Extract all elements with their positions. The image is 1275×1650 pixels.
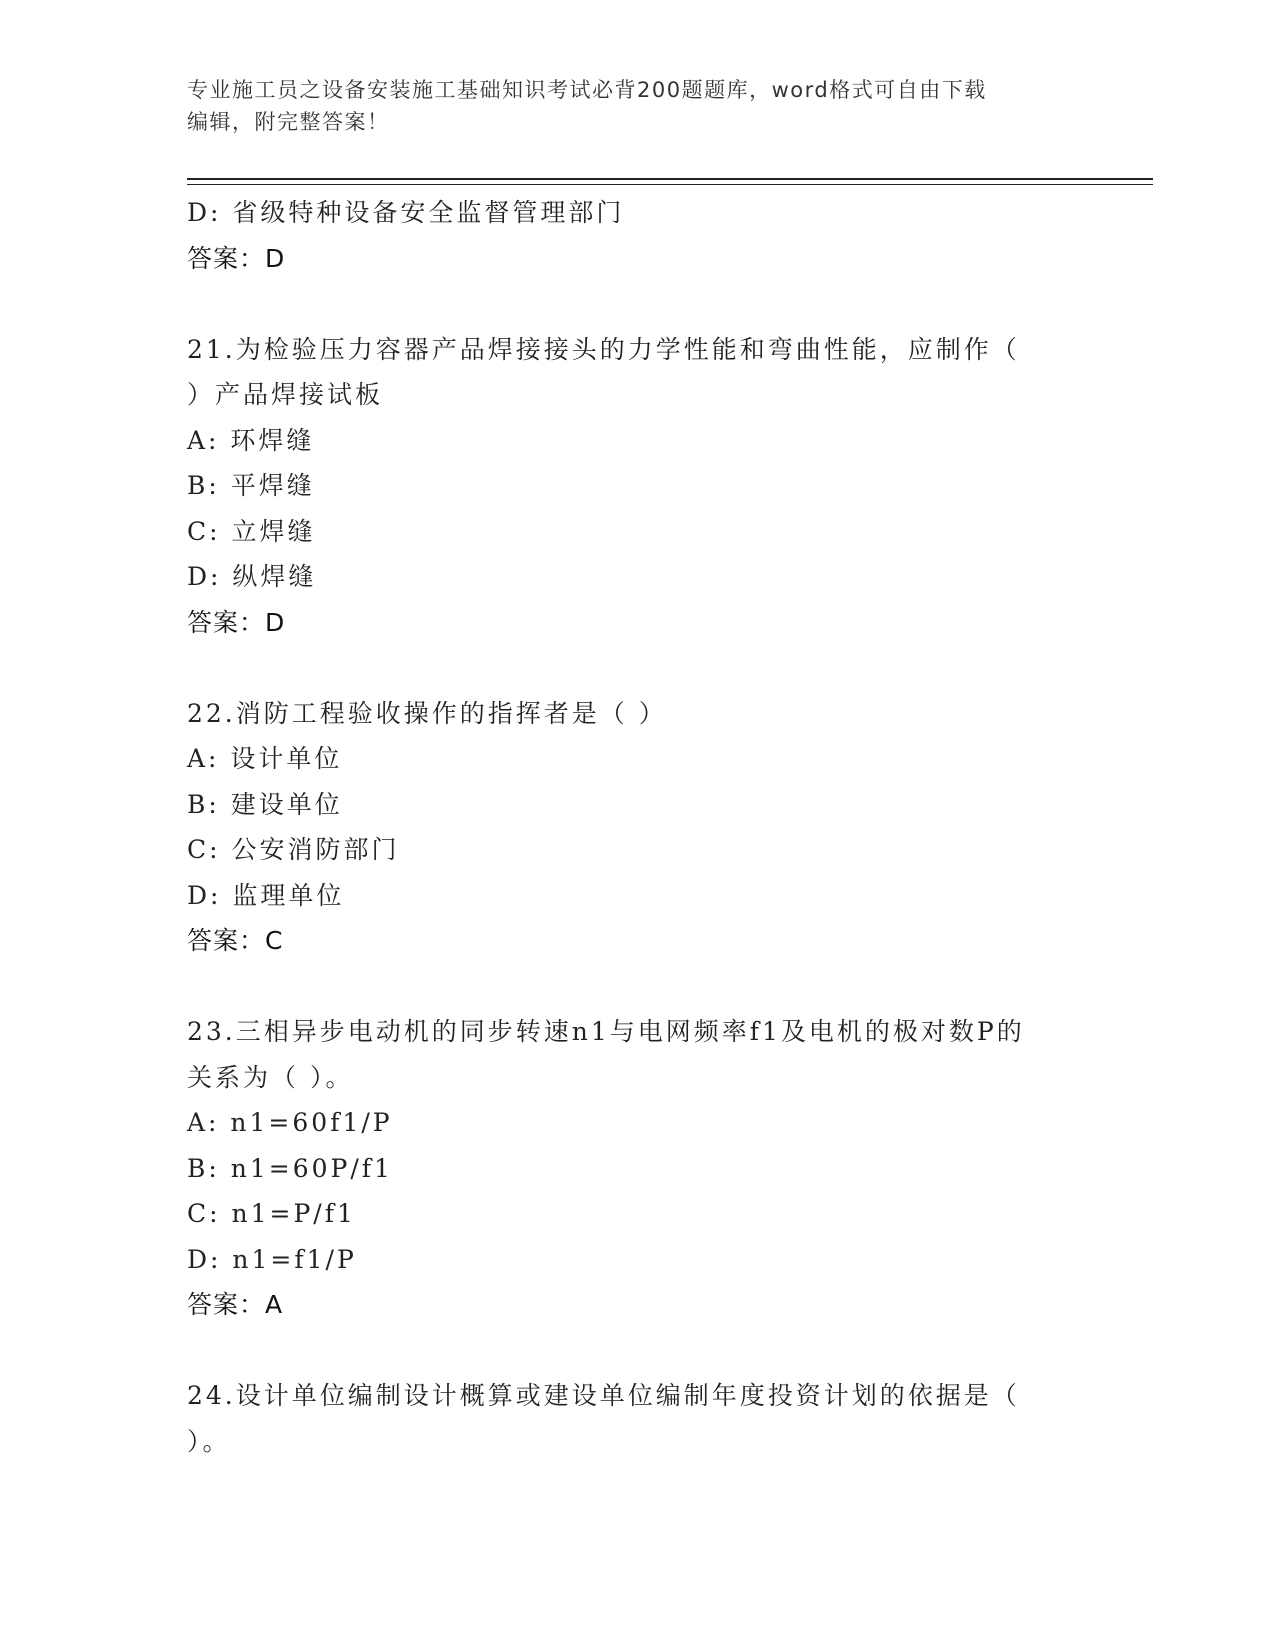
option-b: B: 平焊缝 xyxy=(187,471,315,500)
option-b: B: 建设单位 xyxy=(187,789,343,819)
question-stem: 23.三相异步电动机的同步转速n1与电网频率f1及电机的极对数P的 xyxy=(187,1017,1025,1046)
option-a: A: n1=60f1/P xyxy=(187,1108,393,1137)
option-a: A: 设计单位 xyxy=(187,744,343,773)
question-stem-cont: ）。 xyxy=(187,1426,231,1456)
spacer xyxy=(187,645,1087,691)
question-stem: 24.设计单位编制设计概算或建设单位编制年度投资计划的依据是（ xyxy=(187,1381,1020,1410)
document-header xyxy=(187,74,1087,138)
question-24 xyxy=(187,1373,1087,1464)
question-content xyxy=(187,190,1087,1464)
answer: 答案：D xyxy=(187,607,286,637)
header-line-1: 专业施工员之设备安装施工基础知识考试必背200题题库，word格式可自由下载 xyxy=(187,78,987,102)
header-rule-thin xyxy=(187,184,1153,185)
header-rule-thick xyxy=(187,178,1153,180)
prev-answer: 答案：D xyxy=(187,243,286,273)
spacer xyxy=(187,281,1087,327)
option-a: A: 环焊缝 xyxy=(187,425,315,455)
option-d: D: n1=f1/P xyxy=(187,1244,357,1274)
option-b: B: n1=60P/f1 xyxy=(187,1153,393,1183)
option-c: C: 公安消防部门 xyxy=(187,835,400,864)
question-stem-cont: 关系为（ ）。 xyxy=(187,1062,354,1092)
option-d: D: 纵焊缝 xyxy=(187,562,317,591)
answer: 答案：C xyxy=(187,926,284,955)
spacer xyxy=(187,964,1087,1010)
option-c: C: 立焊缝 xyxy=(187,516,316,546)
prev-option-d: D: 省级特种设备安全监督管理部门 xyxy=(187,198,625,227)
header-line-2: 编辑，附完整答案！ xyxy=(187,110,390,134)
answer: 答案：A xyxy=(187,1290,284,1319)
option-c: C: n1=P/f1 xyxy=(187,1199,356,1228)
question-stem: 22.消防工程验收操作的指挥者是（ ） xyxy=(187,698,667,728)
option-d: D: 监理单位 xyxy=(187,880,345,910)
spacer xyxy=(187,1328,1087,1374)
question-stem: 21.为检验压力容器产品焊接接头的力学性能和弯曲性能，应制作（ xyxy=(187,334,1020,364)
question-23 xyxy=(187,1009,1087,1328)
question-21 xyxy=(187,327,1087,646)
question-stem-cont: ）产品焊接试板 xyxy=(187,380,384,409)
question-22 xyxy=(187,691,1087,964)
